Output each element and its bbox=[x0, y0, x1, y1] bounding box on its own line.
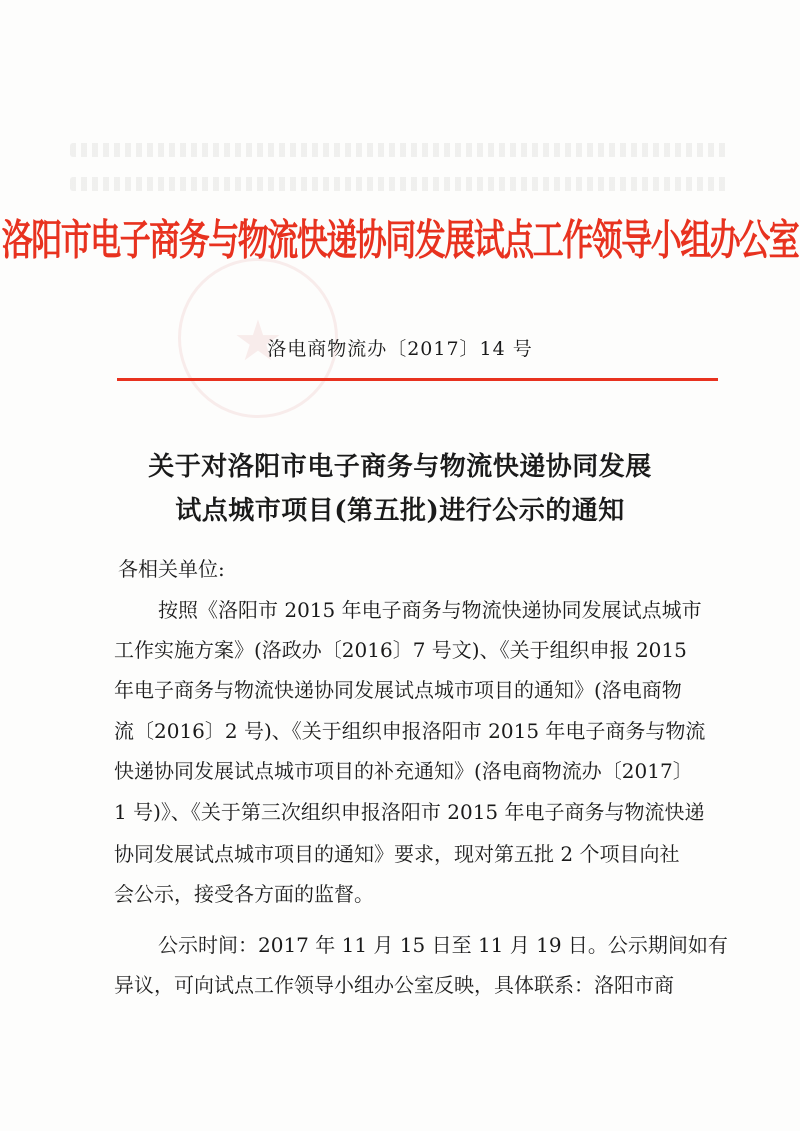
salutation: 各相关单位: bbox=[118, 557, 225, 581]
body-line: 工作实施方案》(洛政办〔2016〕7 号文)、《关于组织申报 2015 bbox=[114, 638, 687, 662]
body-line: 异议，可向试点工作领导小组办公室反映，具体联系：洛阳市商 bbox=[114, 973, 674, 997]
notice-title-line-1: 关于对洛阳市电子商务与物流快递协同发展 bbox=[148, 452, 652, 482]
masthead-title: 洛阳市电子商务与物流快递协同发展试点工作领导小组办公室 bbox=[1, 216, 799, 266]
body-line: 1 号)》、《关于第三次组织申报洛阳市 2015 年电子商务与物流快递 bbox=[114, 800, 705, 824]
body-line: 流〔2016〕2 号)、《关于组织申报洛阳市 2015 年电子商务与物流 bbox=[114, 719, 706, 743]
body-line: 年电子商务与物流快递协同发展试点城市项目的通知》(洛电商物 bbox=[114, 678, 682, 702]
body-line: 快递协同发展试点城市项目的补充通知》(洛电商物流办〔2017〕 bbox=[114, 759, 693, 783]
red-divider-line bbox=[117, 378, 718, 381]
bleed-through-line bbox=[70, 143, 730, 157]
bleed-through-line bbox=[70, 177, 730, 191]
seal-star-icon: ★ bbox=[232, 309, 284, 374]
body-line: 按照《洛阳市 2015 年电子商务与物流快递协同发展试点城市 bbox=[158, 598, 702, 622]
document-number: 洛电商物流办〔2017〕14 号 bbox=[267, 338, 533, 360]
body-line: 公示时间：2017 年 11 月 15 日至 11 月 19 日。公示期间如有 bbox=[158, 933, 728, 957]
body-line: 会公示，接受各方面的监督。 bbox=[114, 882, 374, 906]
body-line: 协同发展试点城市项目的通知》要求，现对第五批 2 个项目向社 bbox=[114, 842, 680, 866]
notice-title-line-2: 试点城市项目(第五批)进行公示的通知 bbox=[175, 496, 625, 526]
